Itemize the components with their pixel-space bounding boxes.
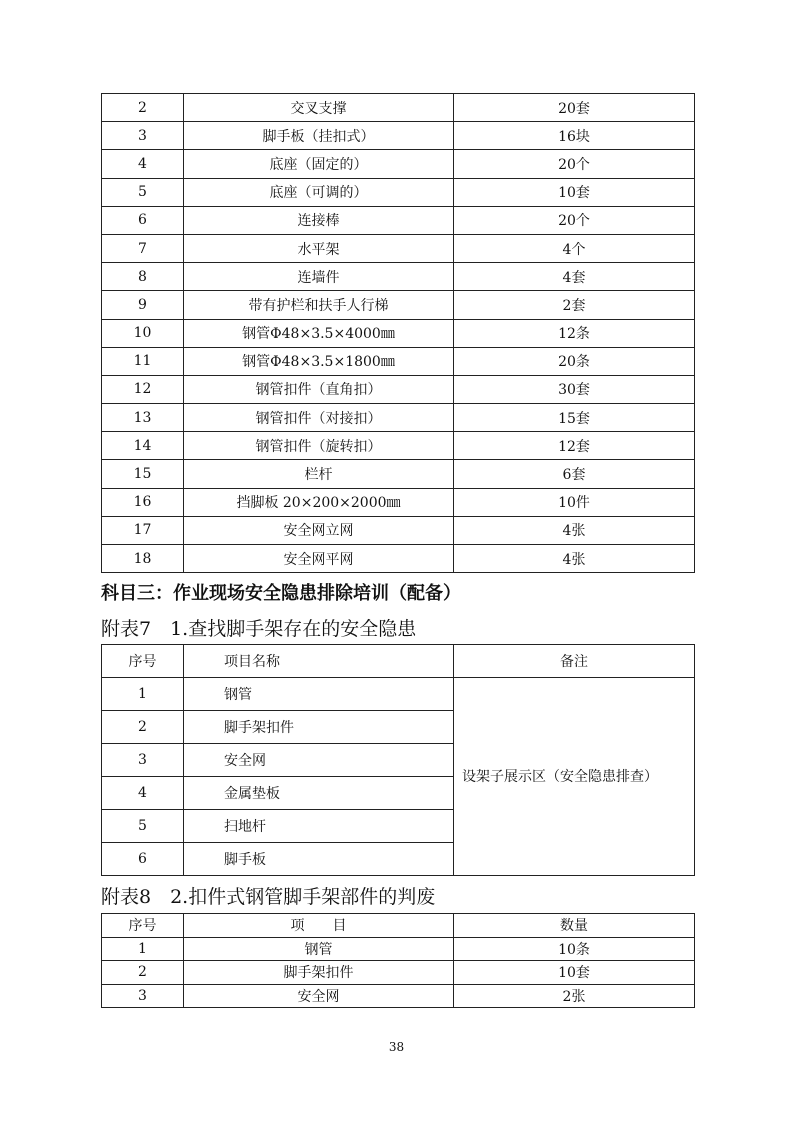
item-quantity: 4个 (454, 234, 695, 262)
column-header: 序号 (102, 645, 184, 678)
item-name: 脚手架扣件 (184, 961, 454, 985)
row-number: 8 (102, 263, 184, 291)
equipment-table (101, 93, 695, 573)
item-name: 脚手板 (184, 843, 454, 876)
table-row (102, 263, 695, 291)
item-quantity: 20套 (454, 94, 695, 122)
item-name: 连接棒 (184, 206, 454, 234)
item-name: 安全网 (184, 744, 454, 777)
row-number: 1 (102, 937, 184, 961)
row-number: 6 (102, 843, 184, 876)
column-header: 序号 (102, 914, 184, 938)
item-name: 挡脚板 20×200×2000㎜ (184, 488, 454, 516)
table-row (102, 319, 695, 347)
table-row (102, 678, 695, 711)
row-number: 2 (102, 94, 184, 122)
row-number: 7 (102, 234, 184, 262)
row-number: 4 (102, 777, 184, 810)
row-number: 11 (102, 347, 184, 375)
item-name: 钢管Φ48×3.5×4000㎜ (184, 319, 454, 347)
item-quantity: 12套 (454, 432, 695, 460)
table-caption: 附表7 1.查找脚手架存在的安全隐患 (101, 618, 417, 640)
row-number: 18 (102, 545, 184, 573)
item-name: 扫地杆 (184, 810, 454, 843)
item-name: 安全网立网 (184, 516, 454, 544)
hazard-table (101, 644, 695, 876)
item-quantity: 20个 (454, 206, 695, 234)
table-row (102, 937, 695, 961)
column-header: 数量 (454, 914, 695, 938)
row-number: 14 (102, 432, 184, 460)
row-number: 1 (102, 678, 184, 711)
table-row (102, 545, 695, 573)
item-name: 钢管 (184, 937, 454, 961)
table-header-row (102, 914, 695, 938)
column-header: 项目名称 (184, 645, 454, 678)
item-name: 钢管 (184, 678, 454, 711)
row-number: 2 (102, 961, 184, 985)
item-quantity: 10套 (454, 178, 695, 206)
row-number: 12 (102, 375, 184, 403)
item-name: 水平架 (184, 234, 454, 262)
item-quantity: 2套 (454, 291, 695, 319)
table-row (102, 234, 695, 262)
scrap-table (101, 913, 695, 1008)
table-row (102, 94, 695, 122)
item-quantity: 20个 (454, 150, 695, 178)
row-number: 5 (102, 810, 184, 843)
item-quantity: 12条 (454, 319, 695, 347)
row-number: 2 (102, 711, 184, 744)
row-number: 3 (102, 122, 184, 150)
item-quantity: 30套 (454, 375, 695, 403)
item-quantity: 4套 (454, 263, 695, 291)
item-name: 底座（可调的） (184, 178, 454, 206)
row-number: 3 (102, 744, 184, 777)
row-number: 16 (102, 488, 184, 516)
item-quantity: 6套 (454, 460, 695, 488)
row-number: 5 (102, 178, 184, 206)
section-heading: 科目三：作业现场安全隐患排除培训（配备） (101, 583, 461, 604)
table-row (102, 291, 695, 319)
item-quantity: 16块 (454, 122, 695, 150)
table-row (102, 516, 695, 544)
row-number: 3 (102, 984, 184, 1008)
item-quantity: 20条 (454, 347, 695, 375)
item-quantity: 2张 (454, 984, 695, 1008)
row-number: 10 (102, 319, 184, 347)
table-caption: 附表8 2.扣件式钢管脚手架部件的判废 (101, 886, 436, 908)
table-row (102, 347, 695, 375)
item-name: 脚手架扣件 (184, 711, 454, 744)
table-header-row (102, 645, 695, 678)
column-header: 项 目 (184, 914, 454, 938)
item-name: 安全网平网 (184, 545, 454, 573)
table-row (102, 375, 695, 403)
item-name: 钢管Φ48×3.5×1800㎜ (184, 347, 454, 375)
item-name: 金属垫板 (184, 777, 454, 810)
table-row (102, 122, 695, 150)
item-name: 安全网 (184, 984, 454, 1008)
item-name: 脚手板（挂扣式） (184, 122, 454, 150)
item-name: 连墙件 (184, 263, 454, 291)
item-name: 钢管扣件（旋转扣） (184, 432, 454, 460)
item-name: 交叉支撑 (184, 94, 454, 122)
table-row (102, 178, 695, 206)
item-name: 钢管扣件（直角扣） (184, 375, 454, 403)
item-quantity: 10条 (454, 937, 695, 961)
item-quantity: 10套 (454, 961, 695, 985)
item-quantity: 4张 (454, 545, 695, 573)
row-number: 17 (102, 516, 184, 544)
item-quantity: 4张 (454, 516, 695, 544)
table-row (102, 432, 695, 460)
table-row (102, 488, 695, 516)
table-row (102, 404, 695, 432)
table-row (102, 984, 695, 1008)
item-quantity: 10件 (454, 488, 695, 516)
column-header: 备注 (454, 645, 695, 678)
row-number: 13 (102, 404, 184, 432)
row-number: 9 (102, 291, 184, 319)
item-name: 栏杆 (184, 460, 454, 488)
item-quantity: 15套 (454, 404, 695, 432)
table-row (102, 961, 695, 985)
table-row (102, 150, 695, 178)
row-number: 15 (102, 460, 184, 488)
row-number: 6 (102, 206, 184, 234)
row-number: 4 (102, 150, 184, 178)
item-name: 带有护栏和扶手人行梯 (184, 291, 454, 319)
page-number: 38 (388, 1040, 405, 1054)
item-name: 钢管扣件（对接扣） (184, 404, 454, 432)
table-row (102, 206, 695, 234)
item-name: 底座（固定的） (184, 150, 454, 178)
remark-cell: 设架子展示区（安全隐患排查） (454, 678, 695, 876)
table-row (102, 460, 695, 488)
